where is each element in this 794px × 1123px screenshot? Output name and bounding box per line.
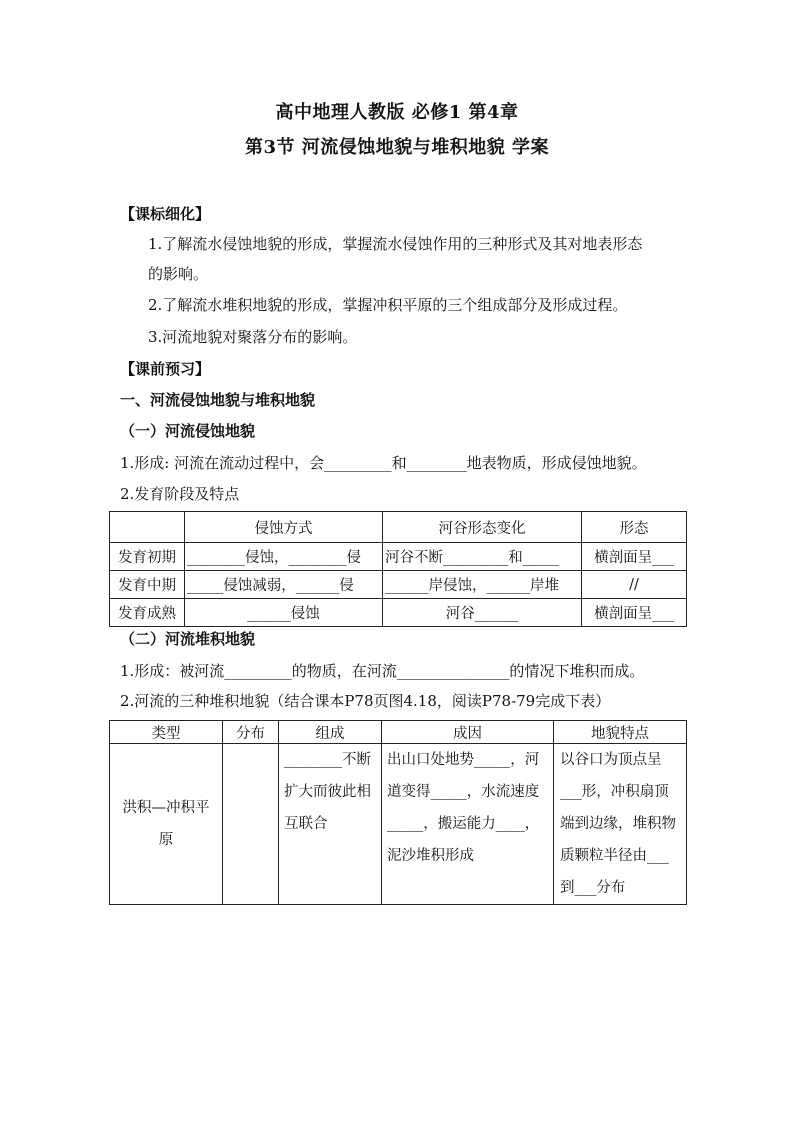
deposition-features: 以谷口为顶点呈___形，冲积扇顶端到边缘，堆积物质颗粒半径由___到___分布	[554, 744, 687, 905]
standards-item-1b: 的影响。	[148, 265, 209, 283]
doc-subtitle: 第3节 河流侵蚀地貌与堆积地貌 学案	[244, 137, 550, 158]
stage-shape: //	[582, 571, 687, 599]
deposition-distribution	[223, 744, 279, 905]
deposition-header-features: 地貌特点	[554, 721, 687, 744]
stage-valley: 河谷不断_________和_____	[383, 543, 582, 571]
stage-method: ______侵蚀	[185, 599, 383, 627]
stages-label: 2.发育阶段及特点	[120, 485, 240, 503]
stage-valley: 河谷______	[383, 599, 582, 627]
deposition-header-type: 类型	[110, 721, 223, 744]
stages-header-shape: 形态	[582, 512, 687, 543]
deposition-cause: 出山口处地势_____，河道变得_____，水流速度_____，搬运能力____，泥沙堆积形成	[382, 744, 554, 905]
standards-item-3: 3.河流地貌对聚落分布的影响。	[148, 328, 358, 346]
standards-item-1a: 1.了解流水侵蚀地貌的形成，掌握流水侵蚀作用的三种形式及其对地表形态	[148, 235, 643, 253]
stages-header-method: 侵蚀方式	[185, 512, 383, 543]
doc-title: 高中地理人教版 必修1 第4章	[275, 102, 519, 123]
stages-header-blank	[110, 512, 185, 543]
stage-method: _____侵蚀减弱，______侵	[185, 571, 383, 599]
preview-heading: 【课前预习】	[120, 360, 211, 378]
deposition-formation: 1.形成：被河流_________的物质，在河流_______________的情况下堆积而成。	[120, 662, 645, 680]
stage-name: 发育中期	[110, 571, 185, 599]
stages-table	[109, 511, 687, 627]
stage-shape: 横剖面呈___	[582, 543, 687, 571]
deposition-header-distribution: 分布	[223, 721, 279, 744]
standards-heading: 【课标细化】	[120, 205, 211, 223]
deposition-type: 洪积—冲积平原	[110, 744, 223, 905]
three-forms-label: 2.河流的三种堆积地貌（结合课本P78页图4.18，阅读P78-79完成下表）	[120, 692, 611, 710]
stage-name: 发育初期	[110, 543, 185, 571]
stage-name: 发育成熟	[110, 599, 185, 627]
stages-header-valley: 河谷形态变化	[383, 512, 582, 543]
subsection-erosion: （一）河流侵蚀地貌	[120, 422, 256, 440]
deposition-header-composition: 组成	[279, 721, 382, 744]
deposition-table	[109, 720, 687, 905]
table-row	[110, 744, 687, 905]
table-row	[110, 543, 687, 571]
subsection-deposition: （二）河流堆积地貌	[120, 630, 256, 648]
deposition-header-cause: 成因	[382, 721, 554, 744]
standards-item-2: 2.了解流水堆积地貌的形成，掌握冲积平原的三个组成部分及形成过程。	[148, 296, 628, 314]
table-row	[110, 571, 687, 599]
table-row	[110, 599, 687, 627]
deposition-composition: ________不断扩大而彼此相互联合	[279, 744, 382, 905]
erosion-formation: 1.形成: 河流在流动过程中，会_________和________地表物质，形成侵蚀地貌。	[120, 454, 647, 472]
stage-method: ________侵蚀，________侵	[185, 543, 383, 571]
stage-valley: ______岸侵蚀，______岸堆	[383, 571, 582, 599]
section-1-heading: 一、河流侵蚀地貌与堆积地貌	[120, 391, 316, 409]
stage-shape: 横剖面呈___	[582, 599, 687, 627]
